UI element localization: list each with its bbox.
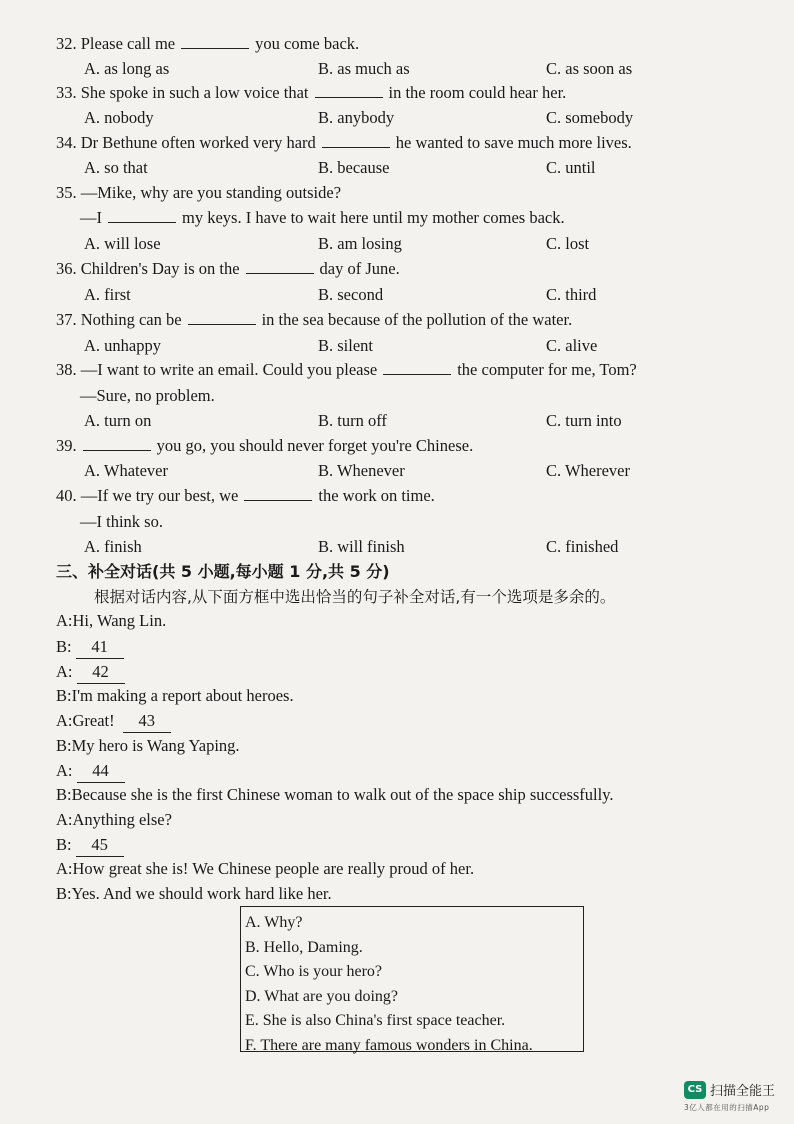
question-33 [56,82,566,104]
option-a: A. nobody [84,108,154,127]
answer-blank [244,486,312,501]
option-b: B. anybody [318,108,395,127]
dialogue-line: A:Anything else? [56,810,172,829]
question-text: Dr Bethune often worked very hard [80,133,316,152]
option-a: A. unhappy [84,336,161,355]
question-text: —I [80,208,102,227]
question-39 [56,435,473,457]
option-a: A. as long as [84,59,170,78]
section-title: 三、补全对话(共 5 小题,每小题 1 分,共 5 分) [56,562,390,581]
option-c: C. alive [546,336,598,355]
option-b: B. as much as [318,59,410,78]
dialogue-blank-42: 42 [77,661,125,684]
option-c: C. until [546,158,596,177]
question-text: you come back. [255,34,360,53]
question-text: Children's Day is on the [80,259,240,278]
question-40 [56,485,435,507]
question-text: —If we try our best, we [80,486,239,505]
question-number: 32. [56,34,77,53]
question-text: the work on time. [318,486,435,505]
option-c: C. Wherever [546,461,630,480]
scanner-watermark [684,1080,775,1099]
question-text: the computer for me, Tom? [457,360,637,379]
question-number: 40. [56,486,77,505]
option-a: A. Whatever [84,461,168,480]
question-number: 36. [56,259,77,278]
question-text: Nothing can be [80,310,182,329]
question-number: 34. [56,133,77,152]
question-37 [56,309,572,331]
question-text: day of June. [319,259,400,278]
answer-blank [322,133,390,148]
question-32 [56,33,359,55]
question-38 [56,359,637,381]
answer-blank [181,34,249,49]
option-b: B. will finish [318,537,405,556]
question-36 [56,258,400,280]
question-number: 35. [56,183,77,202]
box-option-b: B. Hello, Daming. [245,938,363,956]
box-option-a: A. Why? [245,914,303,931]
answer-blank [315,83,383,98]
option-c: C. as soon as [546,59,633,78]
question-text: in the room could hear her. [388,83,567,102]
camscanner-logo-icon: CS [684,1081,706,1099]
dialogue-blank-41: 41 [76,636,124,659]
answer-blank [108,208,176,223]
option-b: B. silent [318,336,374,355]
option-a: A. will lose [84,234,161,253]
watermark-app-name: 扫描全能王 [710,1084,776,1099]
option-b: B. second [318,285,384,304]
dialogue-line: B: 45 [56,834,124,857]
option-c: C. turn into [546,411,622,430]
question-text: in the sea because of the pollution of the water. [261,310,573,329]
dialogue-line: B:Yes. And we should work hard like her. [56,884,332,903]
option-a: A. turn on [84,411,152,430]
option-c: C. somebody [546,108,634,127]
question-38-reply: —Sure, no problem. [80,386,215,405]
option-a: A. finish [84,537,142,556]
dialogue-line: A:How great she is! We Chinese people are really proud of her. [56,859,475,878]
answer-blank [383,360,451,375]
dialogue-line: A:Hi, Wang Lin. [56,611,167,630]
dialogue-blank-44: 44 [77,760,125,783]
option-c: C. finished [546,537,619,556]
section-instruction: 根据对话内容,从下面方框中选出恰当的句子补全对话,有一个选项是多余的。 [94,588,616,606]
question-text: Please call me [80,34,176,53]
question-text: —I want to write an email. Could you please [80,360,378,379]
question-number: 39. [56,436,77,455]
dialogue-line: B: 41 [56,636,124,659]
option-b: B. am losing [318,234,402,253]
question-35-reply [80,207,565,229]
question-35 [56,182,341,204]
dialogue-line: A: 42 [56,661,125,684]
box-option-d: D. What are you doing? [245,987,398,1005]
question-34 [56,132,632,154]
answer-blank [188,310,256,325]
dialogue-line: A: 44 [56,760,125,783]
option-c: C. lost [546,234,590,253]
watermark-tagline: 3亿人都在用的扫描App [684,1103,770,1112]
question-number: 37. [56,310,77,329]
option-a: A. so that [84,158,148,177]
question-text: —Mike, why are you standing outside? [80,183,342,202]
dialogue-line: B:Because she is the first Chinese woman to walk out of the space ship successfully. [56,785,614,804]
question-text: you go, you should never forget you're Chinese. [156,436,474,455]
question-number: 38. [56,360,77,379]
option-c: C. third [546,285,597,304]
dialogue-line: A:Great! 43 [56,710,171,733]
question-40-reply: —I think so. [80,512,163,531]
option-b: B. turn off [318,411,387,430]
dialogue-line: B:I'm making a report about heroes. [56,686,294,705]
question-text: She spoke in such a low voice that [80,83,309,102]
box-option-e: E. She is also China's first space teacher. [245,1012,506,1030]
question-number: 33. [56,83,77,102]
dialogue-blank-43: 43 [123,710,171,733]
box-option-f: F. There are many famous wonders in China. [245,1036,533,1054]
answer-blank [246,259,314,274]
dialogue-line: B:My hero is Wang Yaping. [56,736,240,755]
option-b: B. Whenever [318,461,405,480]
question-text: he wanted to save much more lives. [395,133,632,152]
box-option-c: C. Who is your hero? [245,963,383,981]
answer-blank [83,436,151,451]
option-b: B. because [318,158,390,177]
dialogue-blank-45: 45 [76,834,124,857]
option-a: A. first [84,285,131,304]
options-box [240,906,584,1052]
question-text: my keys. I have to wait here until my mother comes back. [182,208,565,227]
